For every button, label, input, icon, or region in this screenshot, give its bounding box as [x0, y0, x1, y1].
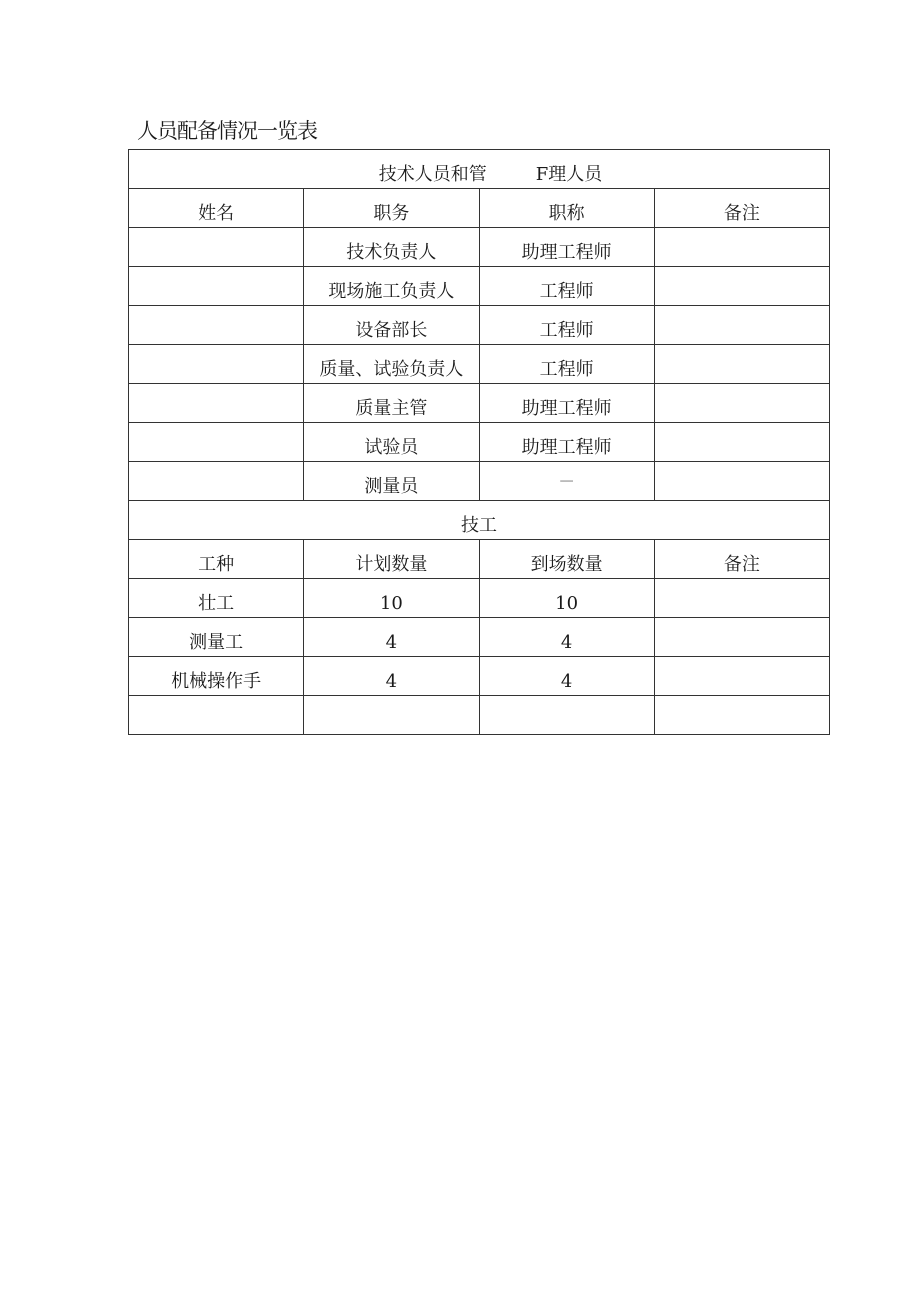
column-header-title: 职称: [479, 189, 654, 228]
cell-remark: [654, 579, 829, 618]
dash-mark: —: [559, 473, 574, 489]
cell-title: 助理工程师: [479, 423, 654, 462]
staffing-table: [128, 149, 830, 735]
cell-trade: 机械操作手: [129, 657, 304, 696]
cell-planned: [304, 696, 479, 735]
management-header-row: [129, 189, 830, 228]
cell-trade: [129, 696, 304, 735]
cell-position: 试验员: [304, 423, 479, 462]
cell-arrived: 4: [479, 657, 654, 696]
table-row: [129, 696, 830, 735]
management-heading-part2: F理人员: [535, 164, 603, 185]
cell-remark: [654, 306, 829, 345]
cell-position: 设备部长: [304, 306, 479, 345]
management-section-heading: [129, 150, 830, 189]
workers-section-heading: 技工: [129, 501, 830, 540]
cell-name: [129, 423, 304, 462]
cell-arrived: [479, 696, 654, 735]
cell-name: [129, 345, 304, 384]
cell-title: 工程师: [479, 306, 654, 345]
cell-remark: [654, 267, 829, 306]
cell-name: [129, 228, 304, 267]
cell-arrived: 10: [479, 579, 654, 618]
cell-remark: [654, 384, 829, 423]
cell-name: [129, 462, 304, 501]
workers-header-row: [129, 540, 830, 579]
cell-planned: 10: [304, 579, 479, 618]
cell-position: 测量员: [304, 462, 479, 501]
cell-planned: 4: [304, 618, 479, 657]
cell-remark: [654, 618, 829, 657]
column-header-position: 职务: [304, 189, 479, 228]
cell-remark: [654, 657, 829, 696]
cell-name: [129, 384, 304, 423]
cell-title: 助理工程师: [479, 384, 654, 423]
management-section-row: [129, 150, 830, 189]
workers-section-row: [129, 501, 830, 540]
cell-remark: [654, 345, 829, 384]
cell-remark: [654, 228, 829, 267]
cell-trade: 壮工: [129, 579, 304, 618]
column-header-remark: 备注: [654, 189, 829, 228]
cell-remark: [654, 462, 829, 501]
table-row: [129, 228, 830, 267]
table-row: [129, 657, 830, 696]
cell-name: [129, 267, 304, 306]
cell-position: 现场施工负责人: [304, 267, 479, 306]
table-row: [129, 618, 830, 657]
cell-title: 助理工程师: [479, 228, 654, 267]
cell-name: [129, 306, 304, 345]
column-header-planned: 计划数量: [304, 540, 479, 579]
cell-title: 工程师: [479, 345, 654, 384]
management-heading-part1: 技术人员和管: [378, 164, 487, 185]
column-header-remark: 备注: [654, 540, 829, 579]
column-header-trade: 工种: [129, 540, 304, 579]
table-row: [129, 579, 830, 618]
cell-position: 质量主管: [304, 384, 479, 423]
cell-trade: 测量工: [129, 618, 304, 657]
cell-planned: 4: [304, 657, 479, 696]
cell-position: 技术负责人: [304, 228, 479, 267]
document-title: 人员配备情况一览表: [137, 119, 317, 143]
cell-position: 质量、试验负责人: [304, 345, 479, 384]
cell-remark: [654, 423, 829, 462]
table-row: [129, 384, 830, 423]
column-header-name: 姓名: [129, 189, 304, 228]
table-row: [129, 462, 830, 501]
table-row: [129, 345, 830, 384]
cell-title: [479, 462, 654, 501]
cell-remark: [654, 696, 829, 735]
table-row: [129, 267, 830, 306]
cell-arrived: 4: [479, 618, 654, 657]
cell-title: 工程师: [479, 267, 654, 306]
column-header-arrived: 到场数量: [479, 540, 654, 579]
table-row: [129, 306, 830, 345]
table-row: [129, 423, 830, 462]
